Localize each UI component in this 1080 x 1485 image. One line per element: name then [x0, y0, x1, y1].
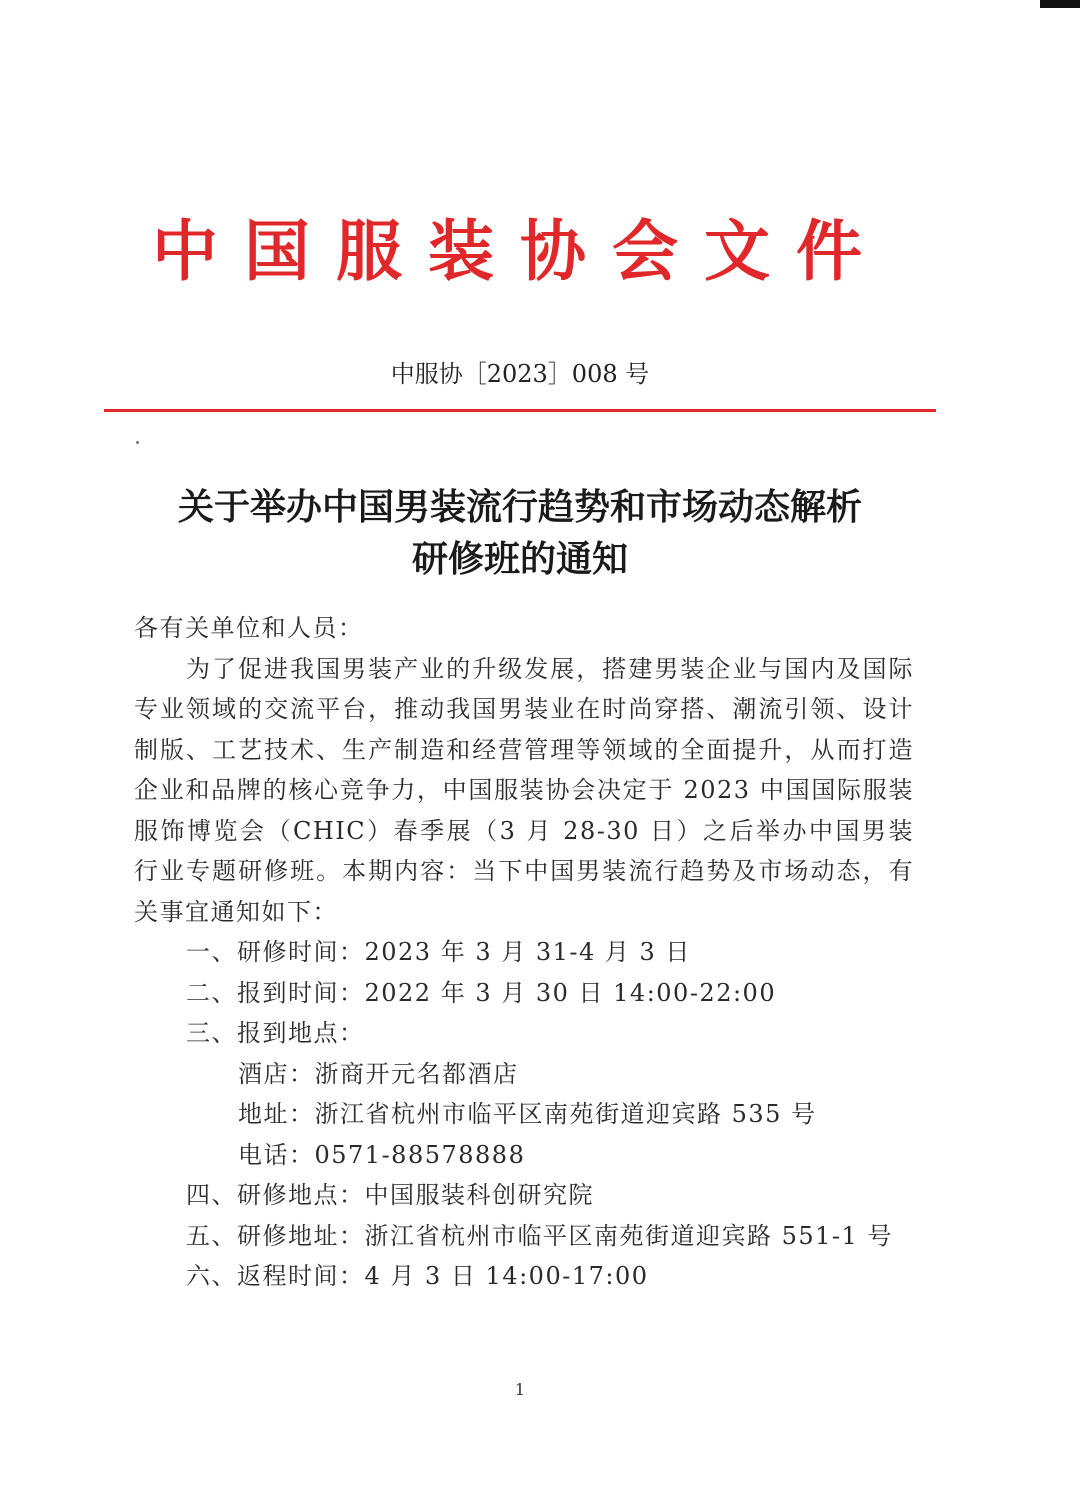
org-header-title: 中国服装协会文件	[152, 213, 888, 290]
venue-hotel: 酒店：浙商开元名都酒店	[238, 1059, 519, 1088]
item-study-location: 四、研修地点：中国服装科创研究院	[186, 1181, 594, 1209]
item-return-time: 六、返程时间：4 月 3 日 14:00-17:00	[186, 1262, 649, 1290]
item-study-time: 一、研修时间：2023 年 3 月 31-4 月 3 日	[186, 938, 691, 966]
notice-title-line-2: 研修班的通知	[411, 539, 628, 580]
header-divider	[104, 409, 936, 412]
scan-speck	[136, 441, 139, 444]
venue-address: 地址：浙江省杭州市临平区南苑街道迎宾路 535 号	[238, 1100, 817, 1128]
salutation: 各有关单位和人员：	[134, 614, 364, 642]
notice-title	[0, 482, 1040, 586]
intro-paragraph: 为了促进我国男装产业的升级发展，搭建男装企业与国内及国际专业领域的交流平台，推动我国男装业在时尚穿搭、潮流引领、设计制版、工艺技术、生产制造和经营管理等领域的全面提升，从而打造企业和品牌的核心竞争力，中国服装协会决定于 2023 中国国际服装服饰博览会（CHIC）春季展（3 月 28-30 日）之后举办中国男装行业专题研修班。本期内容：当下中国男装流行趋势及市场动态，有关事宜通知如下：	[134, 654, 914, 926]
notice-title-line-1: 关于举办中国男装流行趋势和市场动态解析	[177, 487, 862, 528]
item-checkin-time: 二、报到时间：2022 年 3 月 30 日 14:00-22:00	[186, 978, 777, 1007]
page-number: 1	[514, 1380, 526, 1399]
scan-corner-mark	[1040, 0, 1080, 8]
item-study-address: 五、研修地址：浙江省杭州市临平区南苑街道迎宾路 551-1 号	[186, 1221, 893, 1250]
notice-body	[134, 608, 914, 1297]
venue-phone: 电话：0571-88578888	[238, 1140, 526, 1169]
document-number: 中服协［2023］008 号	[390, 360, 650, 388]
item-checkin-location: 三、报到地点：	[186, 1019, 365, 1047]
